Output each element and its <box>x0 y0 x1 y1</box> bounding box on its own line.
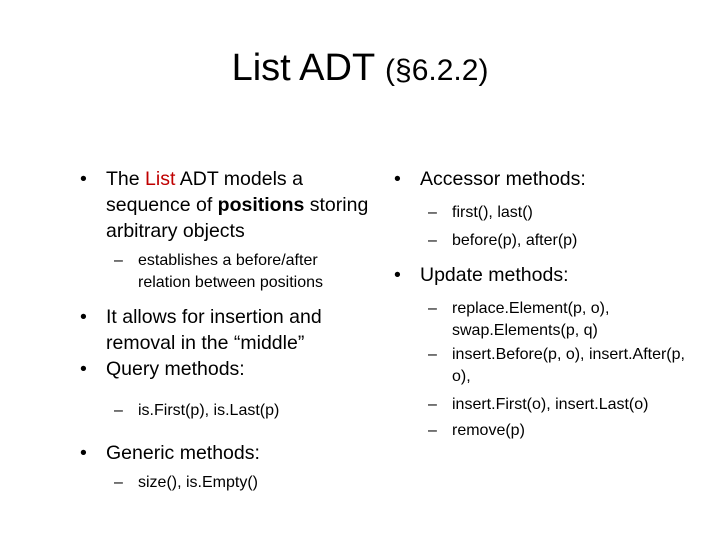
dash-icon: – <box>428 422 437 439</box>
text: The <box>106 168 146 190</box>
dash-icon: – <box>428 232 437 249</box>
bullet-generic-methods <box>74 440 374 466</box>
sub-bullet <box>388 420 688 442</box>
text: insert.Before(p, o), insert.After(p, o), <box>452 346 685 385</box>
title-section-ref: (§6.2.2) <box>385 54 489 87</box>
left-column <box>74 166 374 494</box>
sub-bullet <box>74 250 374 294</box>
text: establishes a before/after relation between positions <box>138 252 324 291</box>
bullet-icon: • <box>394 168 401 190</box>
dash-icon: – <box>114 402 123 419</box>
sub-bullet <box>74 400 374 422</box>
dash-icon: – <box>114 252 123 269</box>
dash-icon: – <box>114 474 123 491</box>
text: is.First(p), is.Last(p) <box>138 402 280 419</box>
bullet-accessor-methods <box>388 166 688 192</box>
slide-title <box>0 42 720 97</box>
sub-bullet <box>74 472 374 494</box>
bold-positions: positions <box>217 194 305 216</box>
bullet-icon: • <box>394 264 401 286</box>
text: first(), last() <box>452 204 533 221</box>
bullet-icon: • <box>80 168 87 190</box>
sub-bullet <box>388 230 688 252</box>
text: Accessor methods: <box>420 168 586 190</box>
text: replace.Element(p, o), swap.Elements(p, q) <box>452 300 610 339</box>
sub-bullet <box>388 344 688 388</box>
dash-icon: – <box>428 204 437 221</box>
right-column <box>388 166 688 442</box>
sub-bullet <box>388 202 688 224</box>
sub-bullet <box>388 298 688 342</box>
highlight-list: List <box>145 168 176 190</box>
dash-icon: – <box>428 396 437 413</box>
text: before(p), after(p) <box>452 232 578 249</box>
bullet-update-methods <box>388 262 688 288</box>
bullet-icon: • <box>80 442 87 464</box>
bullet-icon: • <box>80 306 87 328</box>
text: insert.First(o), insert.Last(o) <box>452 396 649 413</box>
dash-icon: – <box>428 300 437 317</box>
bullet-query-methods <box>74 356 374 382</box>
bullet-list-adt <box>74 166 374 244</box>
bullet-insertion <box>74 304 374 356</box>
text: ADT models a sequence of <box>106 168 303 216</box>
text: size(), is.Empty() <box>138 474 258 491</box>
text: It allows for insertion and removal in the “middle” <box>106 306 322 354</box>
text: storing arbitrary objects <box>106 194 369 242</box>
text: remove(p) <box>452 422 525 439</box>
title-main: List ADT <box>231 47 375 89</box>
text: Update methods: <box>420 264 569 286</box>
text: Query methods: <box>106 358 245 380</box>
sub-bullet <box>388 394 688 416</box>
text: Generic methods: <box>106 442 260 464</box>
dash-icon: – <box>428 346 437 363</box>
bullet-icon: • <box>80 358 87 380</box>
